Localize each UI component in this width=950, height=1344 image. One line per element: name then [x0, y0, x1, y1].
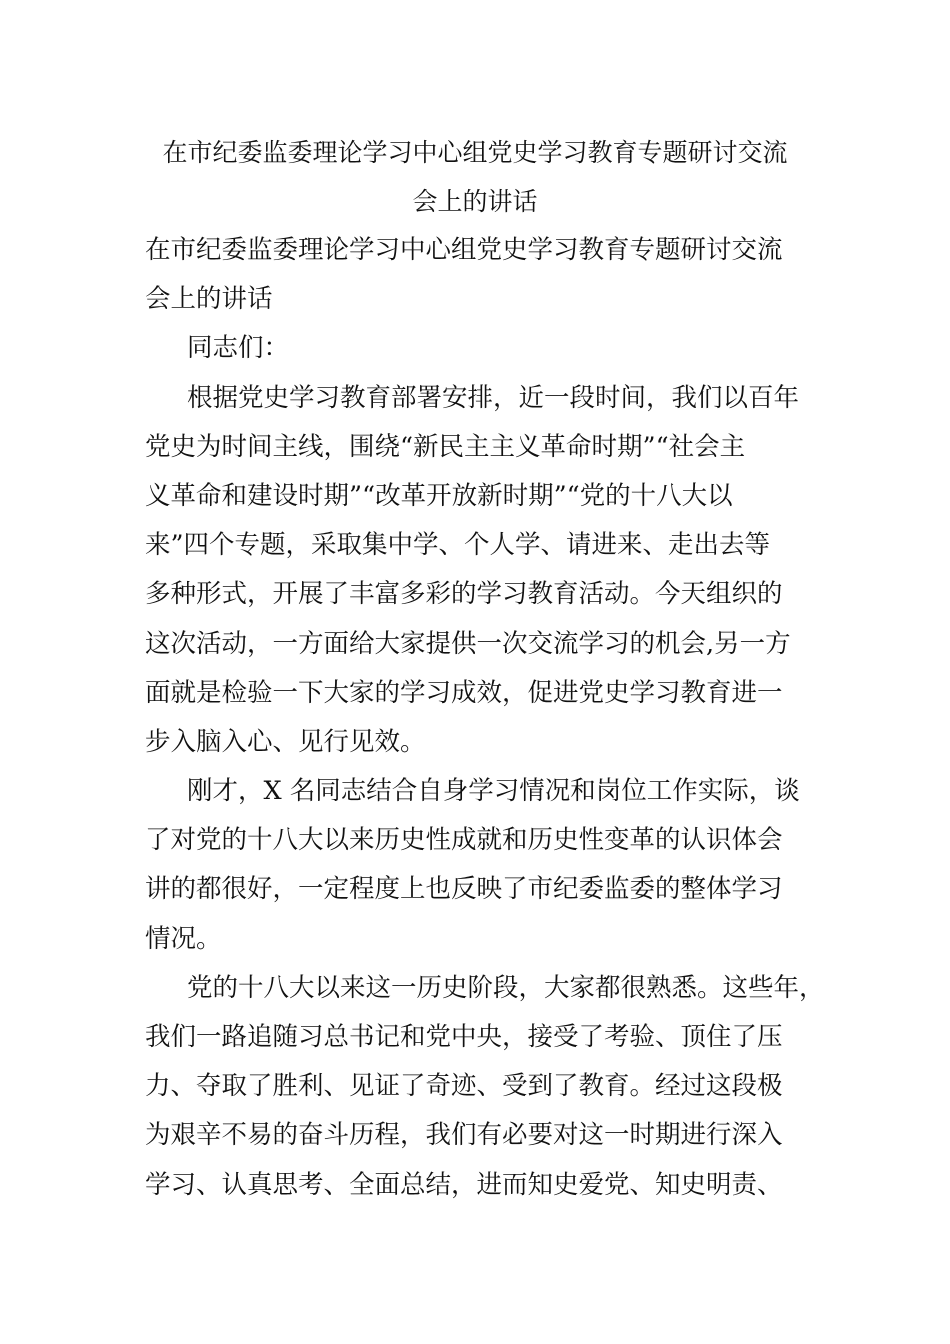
body-line: 根据党史学习教育部署安排，近一段时间，我们以百年	[187, 382, 800, 413]
body-line: 会上的讲话	[145, 284, 273, 315]
body-line: 力、夺取了胜利、见证了奇迹、受到了教育。经过这段极	[145, 1071, 783, 1102]
body-line: 情况。	[145, 923, 222, 954]
body-line: 学习、认真思考、全面总结，进而知史爱党、知史明责、	[145, 1169, 783, 1200]
body-line: 党史为时间主线，围绕“新民主主义革命时期”“社会主	[145, 431, 746, 462]
document-body	[145, 226, 825, 1210]
body-line: 步入脑入心、见行见效。	[145, 726, 426, 757]
body-line: 义革命和建设时期”“改革开放新时期”“党的十八大以	[145, 480, 733, 511]
body-line: 这次活动，一方面给大家提供一次交流学习的机会,另一方	[145, 628, 791, 659]
title-line-2: 会上的讲话	[412, 187, 538, 216]
document-title	[140, 128, 810, 226]
body-line: 我们一路追随习总书记和党中央，接受了考验、顶住了压	[145, 1022, 783, 1052]
body-line: 同志们：	[187, 333, 290, 364]
body-line: 在市纪委监委理论学习中心组党史学习教育专题研讨交流	[145, 235, 783, 265]
body-line: 来”四个专题，采取集中学、个人学、请进来、走出去等	[145, 530, 771, 561]
title-line-1: 在市纪委监委理论学习中心组党史学习教育专题研讨交流	[162, 138, 788, 167]
body-line: 面就是检验一下大家的学习成效，促进党史学习教育进一	[145, 677, 783, 708]
body-line: 为艰辛不易的奋斗历程，我们有必要对这一时期进行深入	[145, 1120, 783, 1151]
body-line: 多种形式，开展了丰富多彩的学习教育活动。今天组织的	[145, 579, 783, 610]
body-line: 讲的都很好，一定程度上也反映了市纪委监委的整体学习	[145, 874, 783, 905]
body-line: 了对党的十八大以来历史性成就和历史性变革的认识体会	[145, 825, 783, 856]
body-line: 刚才，X 名同志结合自身学习情况和岗位工作实际，谈	[187, 776, 800, 807]
body-line: 党的十八大以来这一历史阶段，大家都很熟悉。这些年，	[187, 972, 825, 1003]
